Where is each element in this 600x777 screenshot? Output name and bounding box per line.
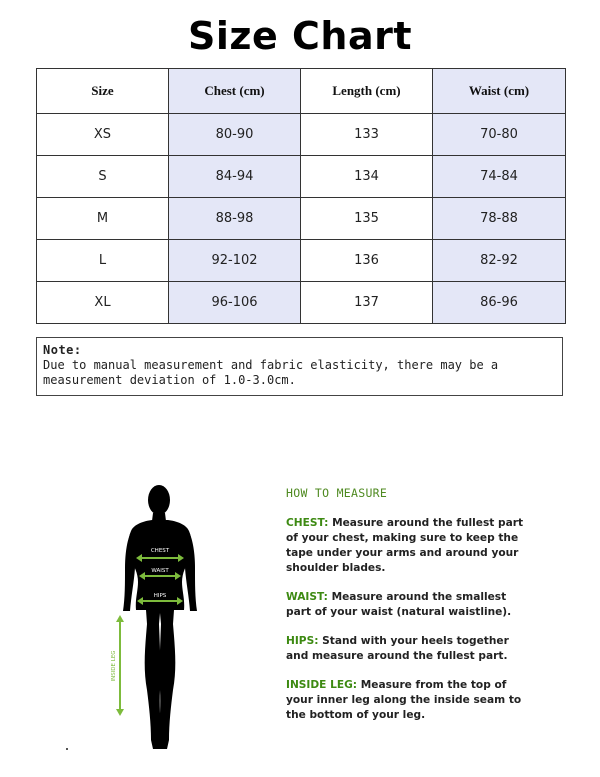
header-chest: Chest (cm): [169, 69, 301, 114]
cell-length: 133: [301, 114, 433, 156]
table-header-row: [37, 69, 566, 114]
table-row: [37, 282, 566, 324]
size-table: [36, 68, 566, 324]
how-to-measure-title: HOW TO MEASURE: [286, 486, 388, 500]
header-length: Length (cm): [301, 69, 433, 114]
chest-keyword: CHEST:: [286, 517, 329, 529]
body-silhouette: [123, 485, 197, 749]
cell-size: S: [37, 156, 169, 198]
inside-leg-text: Measure from the top of your inner leg along the inside seam to the bottom of your leg.: [286, 679, 522, 721]
body-measurement-figure: [100, 478, 230, 758]
decorative-dot: [66, 748, 68, 750]
page-title: Size Chart: [187, 14, 412, 58]
hips-text: Stand with your heels together and measure around the fullest part.: [286, 635, 509, 662]
inside-leg-instruction: [286, 678, 526, 723]
cell-length: 135: [301, 198, 433, 240]
cell-size: M: [37, 198, 169, 240]
waist-instruction: [286, 590, 526, 620]
cell-length: 136: [301, 240, 433, 282]
cell-length: 137: [301, 282, 433, 324]
cell-size: XS: [37, 114, 169, 156]
table-row: [37, 114, 566, 156]
cell-chest: 88-98: [169, 198, 301, 240]
cell-waist: 78-88: [433, 198, 566, 240]
waist-label: WAIST: [151, 568, 169, 574]
inside-leg-keyword: INSIDE LEG:: [286, 679, 358, 691]
cell-waist: 86-96: [433, 282, 566, 324]
header-waist: Waist (cm): [433, 69, 566, 114]
table-row: [37, 198, 566, 240]
hips-instruction: [286, 634, 526, 664]
table-row: [37, 156, 566, 198]
inside-leg-label: INSIDE LEG: [111, 650, 117, 682]
cell-waist: 70-80: [433, 114, 566, 156]
hips-label: HIPS: [153, 593, 167, 599]
table-row: [37, 240, 566, 282]
hips-keyword: HIPS:: [286, 635, 319, 647]
cell-chest: 84-94: [169, 156, 301, 198]
how-to-measure-section: [286, 486, 526, 737]
chest-instruction: [286, 516, 526, 576]
cell-size: XL: [37, 282, 169, 324]
cell-size: L: [37, 240, 169, 282]
note-text: Due to manual measurement and fabric elasticity, there may be a measurement deviation of 1.0-3.0cm.: [43, 358, 499, 387]
waist-keyword: WAIST:: [286, 591, 328, 603]
cell-length: 134: [301, 156, 433, 198]
note-label: Note:: [43, 343, 82, 357]
cell-chest: 80-90: [169, 114, 301, 156]
header-size: Size: [37, 69, 169, 114]
waist-text: Measure around the smallest part of your waist (natural waistline).: [286, 591, 512, 618]
chest-text: Measure around the fullest part of your chest, making sure to keep the tape under your arms and around your shoulder blades.: [286, 517, 524, 574]
cell-chest: 92-102: [169, 240, 301, 282]
chest-label: CHEST: [150, 548, 170, 554]
cell-waist: 74-84: [433, 156, 566, 198]
cell-waist: 82-92: [433, 240, 566, 282]
note-box: [36, 337, 563, 396]
cell-chest: 96-106: [169, 282, 301, 324]
